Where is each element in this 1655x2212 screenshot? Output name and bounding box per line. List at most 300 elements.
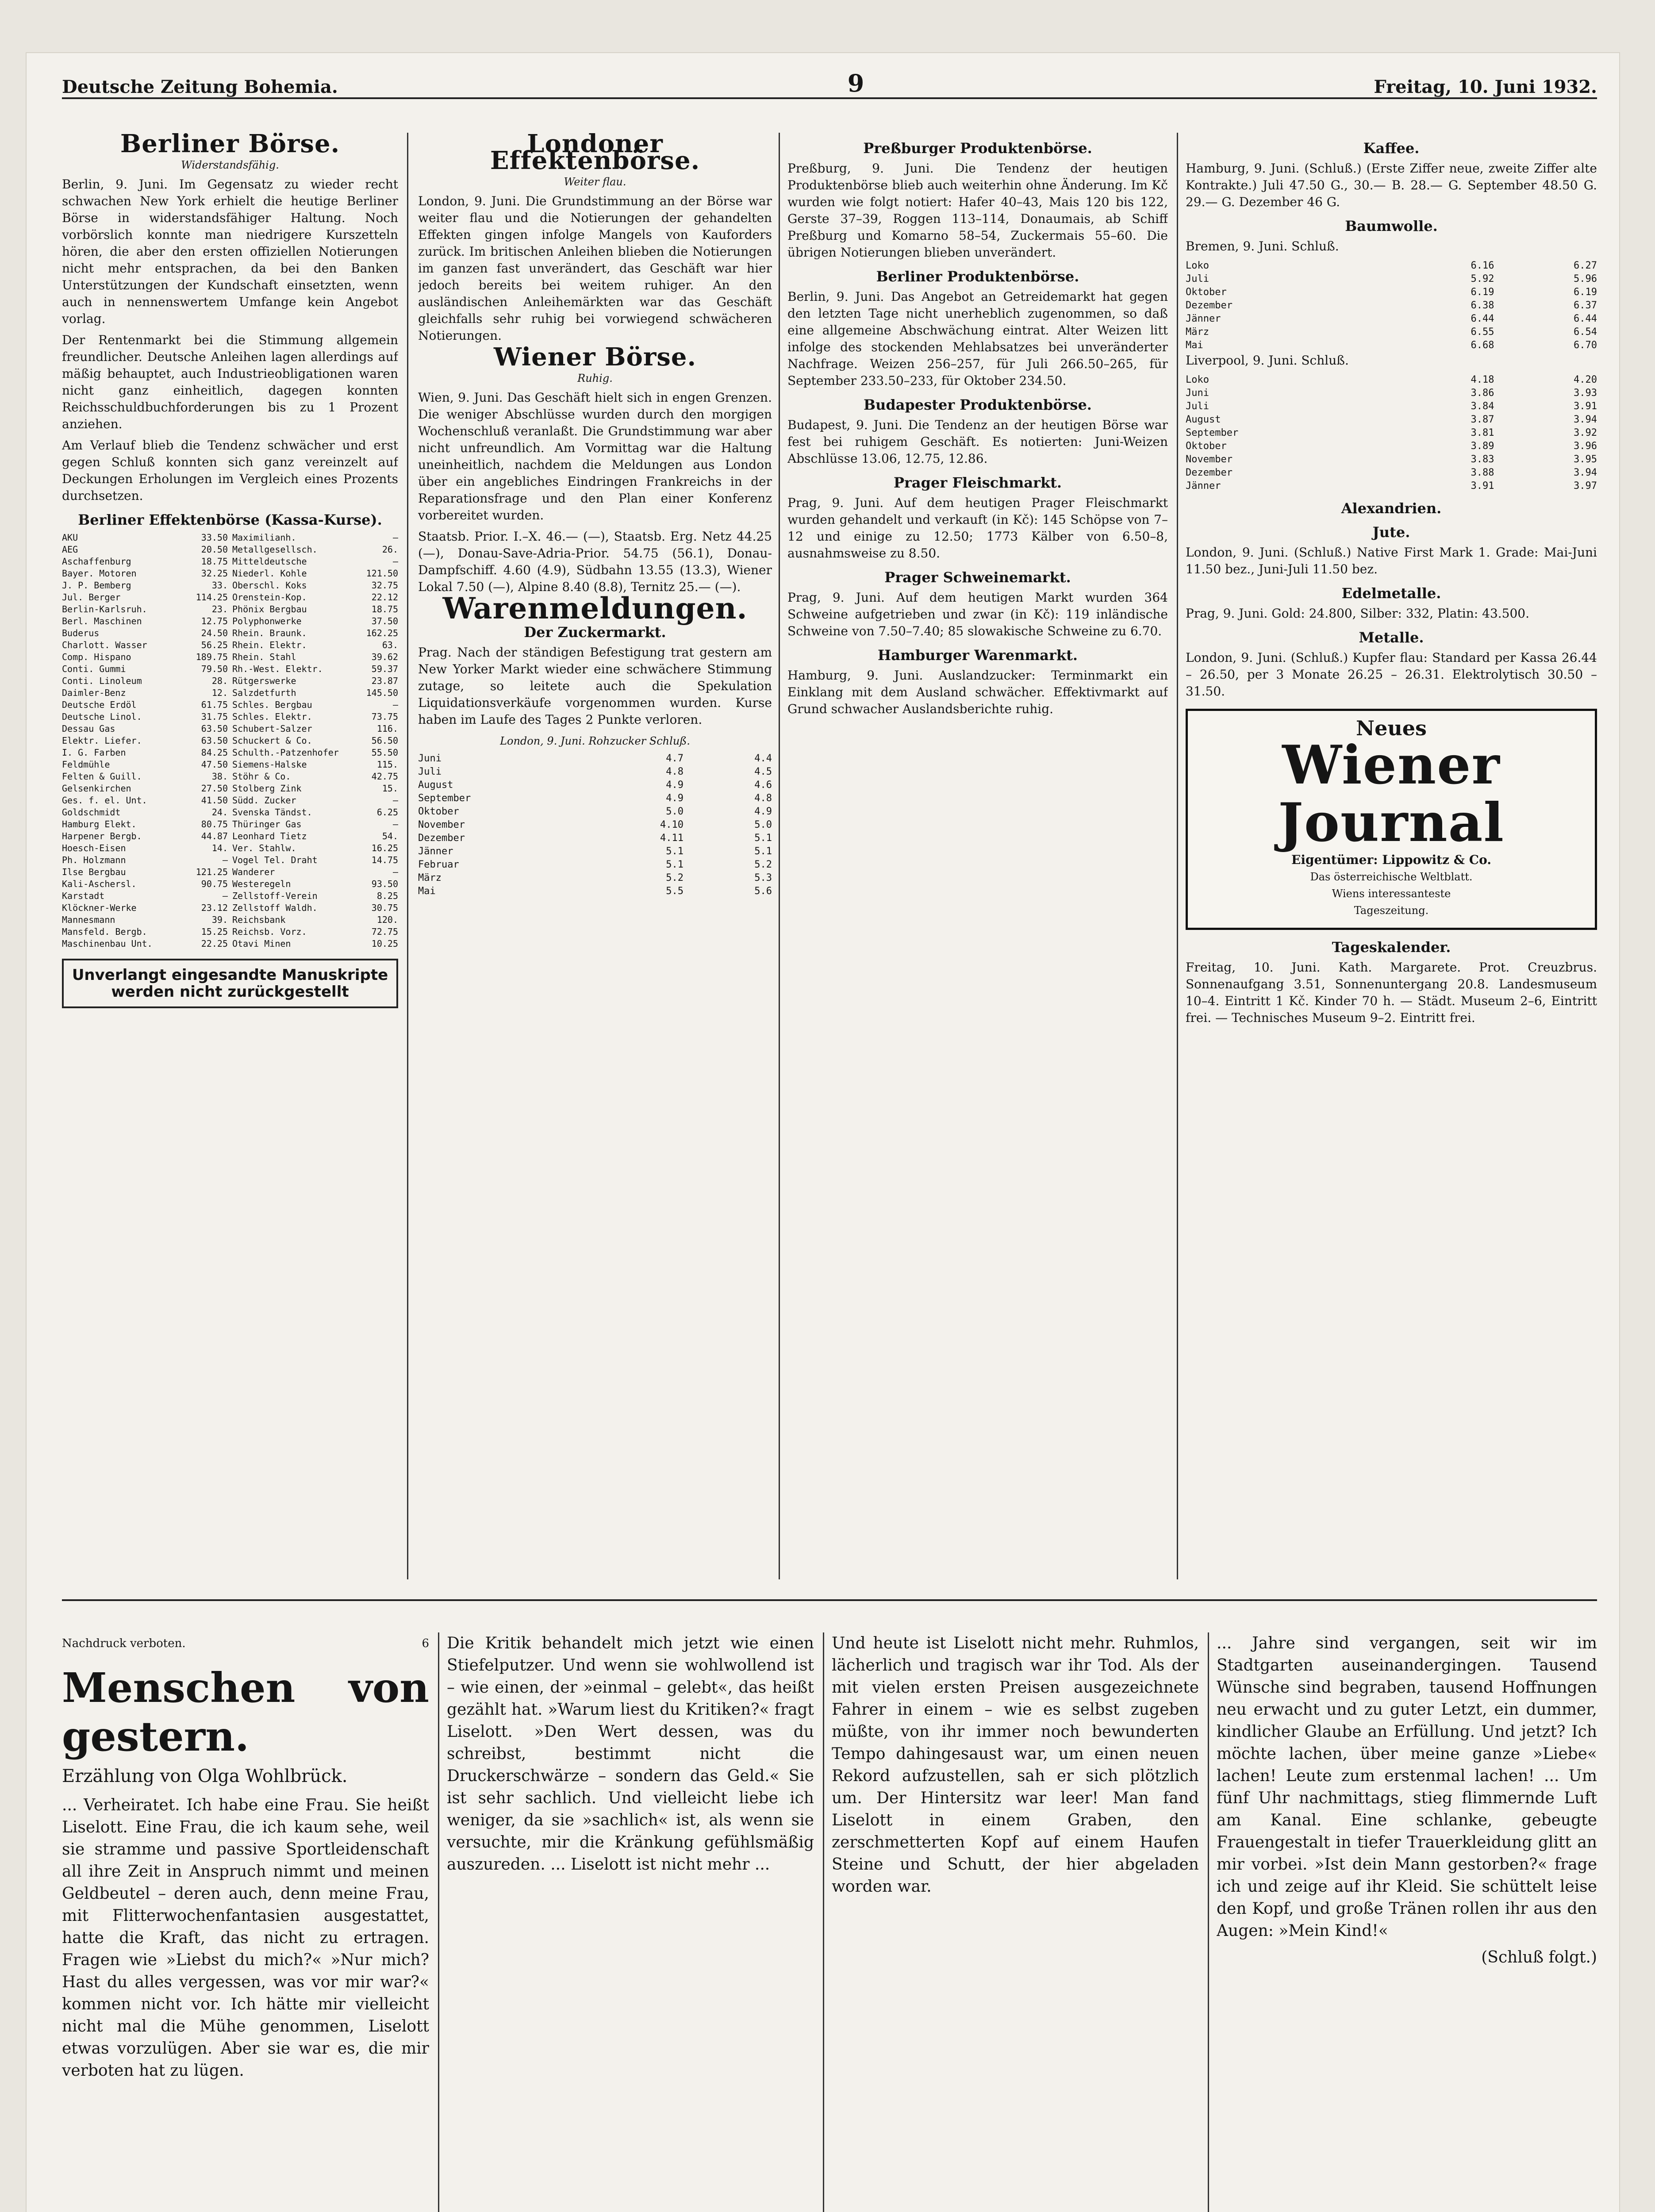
price-value: 5.2	[754, 859, 772, 870]
stock-name: Oberschl. Koks	[232, 580, 307, 591]
stock-value: 114.25	[196, 592, 228, 603]
stock-name: Dessau Gas	[62, 723, 115, 734]
stock-name: Hoesch-Eisen	[62, 843, 126, 853]
price-row	[418, 858, 772, 872]
price-label: Juli	[418, 766, 442, 777]
stock-value: 8.25	[376, 891, 398, 901]
stock-name: Comp. Hispano	[62, 652, 131, 662]
stock-name: Zellstoff-Verein	[232, 891, 318, 901]
stock-value: 73.75	[371, 711, 398, 722]
stock-name: Schles. Bergbau	[232, 699, 312, 710]
serial-paragraph: ... Jahre sind vergangen, seit wir im Stadtgarten auseinandergingen. Tausend Wünsche sind begraben, tausend Hoffnungen neu erwacht und zu guter Letzt, ein dummer, kindlicher Glaube an Erfüllung. Und jetzt? Ich möchte lachen, über meine ganze »Liebe« lachen! Leute zum erstenmal lachen! ... Um fünf Uhr nachmittags, stieg flimmernde Luft am Kanal. Eine schlanke, gebeugte Frauengestalt in tiefer Trauerkleidung glitt an mir vorbei. »Ist dein Mann gestorben?« frage ich und zeige auf ihr Kleid. Sie schüttelt leise den Kopf, und große Tränen rollen ihr aus den Augen: »Mein Kind!«	[1217, 1634, 1597, 1940]
stock-value: 33.	[211, 580, 228, 591]
sugar-market-title: Der Zuckermarkt.	[524, 624, 666, 641]
calendar-title: Tageskalender.	[1332, 939, 1451, 956]
stock-name: Thüringer Gas	[232, 819, 302, 830]
stock-row	[232, 699, 398, 711]
stock-row	[232, 711, 398, 723]
stock-name: Deutsche Linol.	[62, 711, 142, 722]
stock-row	[62, 890, 228, 902]
price-value: 5.0	[754, 819, 772, 830]
article-paragraph: London, 9. Juni. Die Grundstimmung an der Börse war weiter flau und die Notierungen der gehandelten Effekten gingen infolge Mangels von Kauforders zurück. Im britischen Anleihen blieben die Notierungen im ganzen fast unverändert, das Geschäft war hier jedoch bereits bei weitem ruhiger. An den ausländischen Anleihemärkten war das Geschäft gleichfalls sehr ruhig bei vorwiegend schwächeren Notierungen.	[418, 194, 772, 343]
london-sugar-title: London, 9. Juni. Rohzucker Schluß.	[500, 735, 690, 747]
price-value: 3.97	[1574, 480, 1597, 492]
stock-row	[62, 699, 228, 711]
stock-value: 24.50	[201, 628, 228, 638]
stock-row	[232, 687, 398, 699]
article-paragraph: Prag, 9. Juni. Gold: 24.800, Silber: 332, Platin: 43.500.	[1186, 606, 1529, 621]
stock-row	[62, 818, 228, 830]
stock-name: Orenstein-Kop.	[232, 592, 307, 603]
price-label: Dezember	[1186, 300, 1233, 311]
stock-value: 79.50	[201, 664, 228, 674]
column-rule	[779, 133, 780, 1579]
column-rule	[1208, 1632, 1209, 2212]
berlin-exchange-column	[62, 133, 398, 1579]
stock-row	[232, 544, 398, 556]
price-row	[418, 845, 772, 858]
wiener-journal-ad	[1186, 709, 1597, 930]
stock-value: 80.75	[201, 819, 228, 830]
price-value: 3.91	[1471, 480, 1494, 492]
stock-value: 14.	[211, 843, 228, 853]
column-rule	[407, 133, 408, 1579]
stock-value: 54.	[382, 831, 398, 841]
price-value: 6.16	[1471, 260, 1494, 271]
article-paragraph: Berlin, 9. Juni. Im Gegensatz zu wieder recht schwachen New York erhielt die heutige Berliner Börse in widerstandsfähiger Haltung. Noch vorbörslich konnte man niedrigere Kurszetteln hören, die aber den ersten offiziellen Notierungen nicht mehr entsprachen, da bei den Banken Unterstützungen der Kundschaft einsetzten, wenn auch in nennenswertem Umfange kein Angebot vorlag.	[62, 177, 398, 326]
stock-value: 59.37	[371, 664, 398, 674]
price-value: 6.27	[1574, 260, 1597, 271]
stock-value: 41.50	[201, 795, 228, 806]
price-label: August	[1186, 414, 1221, 425]
price-value: 3.86	[1471, 388, 1494, 399]
stock-name: Otavi Minen	[232, 938, 291, 949]
stock-row	[232, 830, 398, 842]
price-value: 6.38	[1471, 300, 1494, 311]
price-value: 5.96	[1574, 273, 1597, 284]
stock-value: 145.50	[366, 687, 398, 698]
stock-row	[62, 854, 228, 866]
stock-row	[62, 866, 228, 878]
price-label: Dezember	[1186, 467, 1233, 478]
article-paragraph: Prag, 9. Juni. Auf dem heutigen Prager Fleischmarkt wurden gehandelt und verkauft (in Kč): 145 Schöpse von 7–12 und einige zu 12.50; 1773 Kälber von 6.50–8, ausnahmsweise zu 8.50.	[787, 495, 1168, 561]
price-value: 3.81	[1471, 427, 1494, 438]
price-row	[1186, 426, 1597, 440]
price-value: 3.95	[1574, 454, 1597, 465]
stock-name: Buderus	[62, 628, 100, 638]
metals-title: Metalle.	[1359, 629, 1424, 646]
stock-name: Klöckner-Werke	[62, 902, 137, 913]
price-value: 3.83	[1471, 454, 1494, 465]
price-value: 3.91	[1574, 401, 1597, 412]
prague-meat-title: Prager Fleischmarkt.	[893, 474, 1062, 491]
price-value: 5.1	[754, 846, 772, 857]
stock-name: Charlott. Wasser	[62, 640, 147, 650]
berlin-produce-title: Berliner Produktenbörse.	[876, 268, 1079, 285]
price-value: 4.10	[660, 819, 684, 830]
commodities-column	[1186, 133, 1597, 1579]
stock-row	[62, 544, 228, 556]
liverpool-table	[1186, 373, 1597, 493]
stock-name: Schubert-Salzer	[232, 723, 312, 734]
stock-row	[62, 568, 228, 580]
price-value: 6.44	[1574, 313, 1597, 324]
column-rule	[823, 1632, 824, 2212]
price-row	[1186, 286, 1597, 299]
stock-name: Wanderer	[232, 867, 275, 877]
price-row	[1186, 480, 1597, 493]
stock-row	[62, 914, 228, 926]
hamburg-goods-title: Hamburger Warenmarkt.	[878, 647, 1078, 664]
stock-value: 12.	[211, 687, 228, 698]
stock-value: 26.	[382, 544, 398, 555]
reprint-note: Nachdruck verboten.	[62, 1637, 186, 1650]
price-row	[1186, 387, 1597, 400]
stock-name: Maschinenbau Unt.	[62, 938, 153, 949]
price-row	[1186, 299, 1597, 312]
stock-value: 30.75	[371, 902, 398, 913]
price-row	[418, 818, 772, 832]
stock-row	[62, 747, 228, 759]
price-label: Oktober	[418, 806, 459, 817]
stock-row	[232, 615, 398, 627]
price-row	[1186, 453, 1597, 466]
manuscript-notice	[62, 959, 398, 1008]
stock-row	[232, 866, 398, 878]
ad-line: Wiens interessanteste	[1332, 887, 1451, 900]
stock-row	[232, 902, 398, 914]
stock-row	[232, 747, 398, 759]
stock-value: 22.12	[371, 592, 398, 603]
stock-name: Reichsbank	[232, 914, 286, 925]
price-row	[1186, 466, 1597, 480]
article-paragraph: London, 9. Juni. (Schluß.) Native First Mark 1. Grade: Mai-Juni 11.50 bez., Juni-Juli 11.50 bez.	[1186, 545, 1597, 576]
price-label: Jänner	[418, 846, 453, 857]
cotton-table	[1186, 259, 1597, 352]
stock-name: Salzdetfurth	[232, 687, 296, 698]
london-exchange-title: Londoner Effektenbörse.	[490, 133, 700, 175]
stock-row	[62, 759, 228, 771]
price-value: 4.6	[754, 780, 772, 791]
price-row	[418, 765, 772, 779]
stock-name: Elektr. Liefer.	[62, 735, 142, 746]
article-paragraph: Wien, 9. Juni. Das Geschäft hielt sich in engen Grenzen. Die weniger Abschlüsse wurden durch den morgigen Wochenschluß veranlaßt. Die Grundstimmung war aber nicht unfreundlich. Am Vormittag war die Haltung uneinheitlich, nachdem die Meldungen aus London über ein angebliches Eindringen Frankreichs in der Reparationsfrage und den Plan einer Konferenz vorbereitet wurden.	[418, 390, 772, 522]
stock-name: Conti. Gummi	[62, 664, 126, 674]
column-rule	[1177, 133, 1178, 1579]
ad-line: Tageszeitung.	[1354, 904, 1429, 917]
price-value: 4.7	[666, 753, 684, 764]
price-value: 4.20	[1574, 374, 1597, 385]
price-label: Juli	[1186, 273, 1209, 284]
stock-value: 120.	[376, 914, 398, 925]
stock-value: 6.25	[376, 807, 398, 818]
stock-value: –	[222, 891, 228, 901]
stock-value: 38.	[211, 771, 228, 782]
stock-row	[232, 580, 398, 591]
price-value: 6.44	[1471, 313, 1494, 324]
stock-name: Siemens-Halske	[232, 759, 307, 770]
price-value: 3.84	[1471, 401, 1494, 412]
stock-value: 116.	[376, 723, 398, 734]
stock-value: 18.75	[201, 556, 228, 567]
stock-row	[62, 639, 228, 651]
stock-value: 56.25	[201, 640, 228, 650]
price-value: 4.9	[754, 806, 772, 817]
stock-name: Stolberg Zink	[232, 783, 302, 794]
stock-name: AKU	[62, 532, 78, 543]
price-value: 4.9	[666, 793, 684, 804]
stock-value: 16.25	[371, 843, 398, 853]
stock-name: Ver. Stahlw.	[232, 843, 296, 853]
serial-column-4	[1217, 1632, 1597, 2212]
stock-value: 72.75	[371, 926, 398, 937]
stock-name: Schuckert & Co.	[232, 735, 312, 746]
stock-value: 27.50	[201, 783, 228, 794]
stock-name: Conti. Linoleum	[62, 676, 142, 686]
stock-name: Rh.-West. Elektr.	[232, 664, 323, 674]
price-label: Mai	[1186, 340, 1203, 351]
stock-row	[62, 651, 228, 663]
stock-name: Ges. f. el. Unt.	[62, 795, 147, 806]
serial-title: Menschen von gestern.	[62, 1664, 429, 1760]
page-number: 9	[847, 69, 864, 97]
stock-row	[232, 842, 398, 854]
price-value: 5.3	[754, 872, 772, 883]
column-rule	[438, 1632, 439, 2212]
price-value: 5.0	[666, 806, 684, 817]
price-row	[418, 885, 772, 898]
stock-row	[62, 711, 228, 723]
stock-value: 15.25	[201, 926, 228, 937]
stock-name: Reichsb. Vorz.	[232, 926, 307, 937]
stock-value: 63.50	[201, 723, 228, 734]
stock-row	[62, 771, 228, 783]
stock-row	[232, 926, 398, 938]
stock-value: 61.75	[201, 699, 228, 710]
price-value: 5.92	[1471, 273, 1494, 284]
stock-value: 63.50	[201, 735, 228, 746]
stock-name: Ph. Holzmann	[62, 855, 126, 865]
manuscript-notice-line: Unverlangt eingesandte Manuskripte	[72, 966, 388, 984]
stock-name: Jul. Berger	[62, 592, 121, 603]
price-row	[1186, 312, 1597, 326]
serial-paragraph: Und heute ist Liselott nicht mehr. Ruhmlos, lächerlich und tragisch war ihr Tod. Als der mit vielen ersten Preisen ausgezeichnete Fahrer in einem – wie es selbst zugeben müßte, von ihr immer noch bewunderten Tempo dahingesaust war, um einen neuen Rekord aufzustellen, sah er sich plötzlich um. Der Hintersitz war leer! Man fand Liselott in einem Graben, den zerschmetterten Kopf auf einem Haufen Steine und Schutt, der hier abgeladen worden war.	[832, 1634, 1199, 1896]
ad-top: Neues	[1356, 716, 1427, 740]
stock-name: Metallgesellsch.	[232, 544, 318, 555]
stock-row	[232, 651, 398, 663]
serial-paragraph: ... Verheiratet. Ich habe eine Frau. Sie heißt Liselott. Eine Frau, die ich kaum sehe, weil sie stramme und passive Sportleidenschaft all ihre Zeit in Anspruch nimmt und meinen Geldbeutel – deren auch, denn meine Frau, mit Flitterwochenfantasien ausgestattet, hatte die Kraft, das nicht zu ertragen. Fragen wie »Liebst du mich?« »Nur mich? Hast du alles vergessen, was vor mir war?« kommen nicht vor. Ich hätte mir vielleicht nicht mal die Mühe genommen, Liselott etwas vorzulügen. Aber sie war es, die mir verboten hat zu lügen.	[62, 1796, 429, 2080]
price-value: 6.54	[1574, 326, 1597, 338]
stock-value: 18.75	[371, 604, 398, 614]
price-value: 5.1	[666, 859, 684, 870]
stock-name: Maximilianh.	[232, 532, 296, 543]
stock-row	[62, 723, 228, 735]
stock-name: Deutsche Erdöl	[62, 699, 137, 710]
stock-row	[232, 675, 398, 687]
stock-name: Westeregeln	[232, 879, 291, 889]
stock-name: Harpener Bergb.	[62, 831, 142, 841]
price-value: 6.55	[1471, 326, 1494, 338]
price-value: 3.92	[1574, 427, 1597, 438]
stock-name: Kali-Aschersl.	[62, 879, 137, 889]
goods-reports-title: Warenmeldungen.	[442, 591, 748, 626]
stock-value: –	[392, 867, 398, 877]
stock-value: 55.50	[371, 747, 398, 758]
article-paragraph: Budapest, 9. Juni. Die Tendenz an der heutigen Börse war fest bei ruhigem Geschäft. Es notierten: Juni-Weizen Abschlüsse 13.06, 12.75, 12.86.	[787, 418, 1168, 466]
stock-value: 93.50	[371, 879, 398, 889]
stock-name: Mansfeld. Bergb.	[62, 926, 147, 937]
stock-row	[232, 771, 398, 783]
stock-value: 37.50	[371, 616, 398, 626]
stock-value: –	[392, 532, 398, 543]
price-value: 4.8	[666, 766, 684, 777]
stock-value: 42.75	[371, 771, 398, 782]
stock-name: Mannesmann	[62, 914, 115, 925]
coffee-title: Kaffee.	[1363, 140, 1420, 157]
cotton-title: Baumwolle.	[1345, 218, 1438, 234]
article-paragraph: Prag, 9. Juni. Auf dem heutigen Markt wurden 364 Schweine aufgetrieben und zwar (in Kč): 119 inländische Schweine von 7.50–7.40; 85 slowakische Schweine zu 6.70.	[787, 590, 1168, 638]
stock-value: 31.75	[201, 711, 228, 722]
stock-value: –	[222, 855, 228, 865]
price-value: 6.19	[1471, 287, 1494, 298]
stock-value: 23.	[211, 604, 228, 614]
stock-name: Stöhr & Co.	[232, 771, 291, 782]
stock-value: –	[392, 699, 398, 710]
stock-row	[62, 687, 228, 699]
price-value: 3.88	[1471, 467, 1494, 478]
stock-row	[232, 723, 398, 735]
price-label: Juni	[1186, 388, 1209, 399]
price-value: 4.4	[754, 753, 772, 764]
price-value: 6.68	[1471, 340, 1494, 351]
price-row	[418, 872, 772, 885]
stock-name: Südd. Zucker	[232, 795, 296, 806]
vienna-exchange-title: Wiener Börse.	[494, 342, 696, 372]
stock-name: Vogel Tel. Draht	[232, 855, 318, 865]
stock-name: Niederl. Kohle	[232, 568, 307, 579]
stock-row	[232, 532, 398, 544]
article-paragraph: Bremen, 9. Juni. Schluß.	[1186, 239, 1339, 253]
price-value: 5.1	[754, 833, 772, 844]
stock-row	[232, 890, 398, 902]
price-value: 6.37	[1574, 300, 1597, 311]
manuscript-notice-line: werden nicht zurückgestellt	[111, 983, 349, 1001]
vienna-exchange-subtitle: Ruhig.	[577, 372, 613, 384]
price-label: November	[1186, 454, 1233, 465]
price-value: 3.89	[1471, 441, 1494, 452]
stock-name: Goldschmidt	[62, 807, 121, 818]
price-value: 5.6	[754, 886, 772, 897]
stock-row	[232, 627, 398, 639]
stock-name: Rhein. Stahl	[232, 652, 296, 662]
price-label: März	[1186, 326, 1209, 338]
price-label: November	[418, 819, 465, 830]
stock-value: 115.	[376, 759, 398, 770]
price-label: Dezember	[418, 833, 465, 844]
stock-name: AEG	[62, 544, 78, 555]
stock-row	[62, 603, 228, 615]
stock-name: Aschaffenburg	[62, 556, 131, 567]
price-value: 6.70	[1574, 340, 1597, 351]
price-value: 3.93	[1574, 388, 1597, 399]
prague-pig-title: Prager Schweinemarkt.	[884, 569, 1071, 586]
stock-value: –	[392, 819, 398, 830]
stock-value: –	[392, 556, 398, 567]
section-divider	[62, 1599, 1597, 1601]
price-label: Oktober	[1186, 287, 1227, 298]
price-label: Jänner	[1186, 480, 1221, 492]
article-paragraph: Am Verlauf blieb die Tendenz schwächer und erst gegen Schluß konnten sich ganz vereinzelt auf Deckungen Erholungen im Vergleich eines Prozents durchsetzen.	[62, 438, 398, 503]
masthead-date: Freitag, 10. Juni 1932.	[1374, 77, 1597, 97]
stock-row	[62, 627, 228, 639]
price-value: 4.11	[660, 833, 684, 844]
price-value: 5.1	[666, 846, 684, 857]
stock-value: 39.	[211, 914, 228, 925]
stock-row	[232, 818, 398, 830]
price-label: Loko	[1186, 374, 1209, 385]
price-value: 3.87	[1471, 414, 1494, 425]
price-value: 3.94	[1574, 467, 1597, 478]
price-row	[1186, 373, 1597, 387]
stock-row	[232, 854, 398, 866]
stock-name: Schles. Elektr.	[232, 711, 312, 722]
stock-row	[62, 795, 228, 806]
stock-name: J. P. Bemberg	[62, 580, 131, 591]
masthead-paper-name: Deutsche Zeitung Bohemia.	[62, 77, 338, 97]
stock-row	[232, 568, 398, 580]
price-value: 5.2	[666, 872, 684, 883]
price-row	[1186, 273, 1597, 286]
stock-value: 39.62	[371, 652, 398, 662]
stock-name: Schulth.-Patzenhofer	[232, 747, 339, 758]
stock-value: 23.12	[201, 902, 228, 913]
article-paragraph: London, 9. Juni. (Schluß.) Kupfer flau: Standard per Kassa 26.44 – 26.50, per 3 Monate 26.25 – 26.31. Elektrolytisch 30.50 – 31.50.	[1186, 650, 1597, 699]
stock-value: 32.25	[201, 568, 228, 579]
price-value: 6.19	[1574, 287, 1597, 298]
article-paragraph: Der Rentenmarkt bei die Stimmung allgemein freundlicher. Deutsche Anleihen lagen allerdings auf mäßig behauptet, auch Industrieobligationen waren nicht ganz einheitlich, dagegen konnten Reichsschuldbuchforderungen bis zu 1 Prozent anziehen.	[62, 333, 398, 431]
stock-value: 33.50	[201, 532, 228, 543]
stock-value: 28.	[211, 676, 228, 686]
pressburg-title: Preßburger Produktenbörse.	[863, 140, 1092, 157]
stock-row	[232, 591, 398, 603]
stock-row	[62, 926, 228, 938]
article-paragraph: Hamburg, 9. Juni. Auslandzucker: Terminmarkt ein Einklang mit dem Ausland schwächer. Effektivmarkt auf Grund schwacher Auslandsberichte ruhig.	[787, 668, 1168, 716]
price-label: Loko	[1186, 260, 1209, 271]
stock-row	[62, 902, 228, 914]
stock-name: Daimler-Benz	[62, 687, 126, 698]
stock-row	[62, 556, 228, 568]
stock-value: 121.50	[366, 568, 398, 579]
stock-name: I. G. Farben	[62, 747, 126, 758]
stock-value: 24.	[211, 807, 228, 818]
stock-row	[232, 914, 398, 926]
stock-name: Feldmühle	[62, 759, 110, 770]
stock-value: –	[392, 795, 398, 806]
stock-row	[232, 639, 398, 651]
stock-value: 14.75	[371, 855, 398, 865]
stock-row	[232, 603, 398, 615]
stock-value: 12.75	[201, 616, 228, 626]
stock-value: 10.25	[371, 938, 398, 949]
berlin-exchange-title: Berliner Börse.	[120, 133, 340, 158]
stock-row	[62, 842, 228, 854]
price-label: Mai	[418, 886, 436, 897]
london-vienna-column	[418, 133, 772, 1579]
stock-value: 15.	[382, 783, 398, 794]
stock-name: Ilse Bergbau	[62, 867, 126, 877]
stock-row	[232, 783, 398, 795]
stock-value: 44.87	[201, 831, 228, 841]
